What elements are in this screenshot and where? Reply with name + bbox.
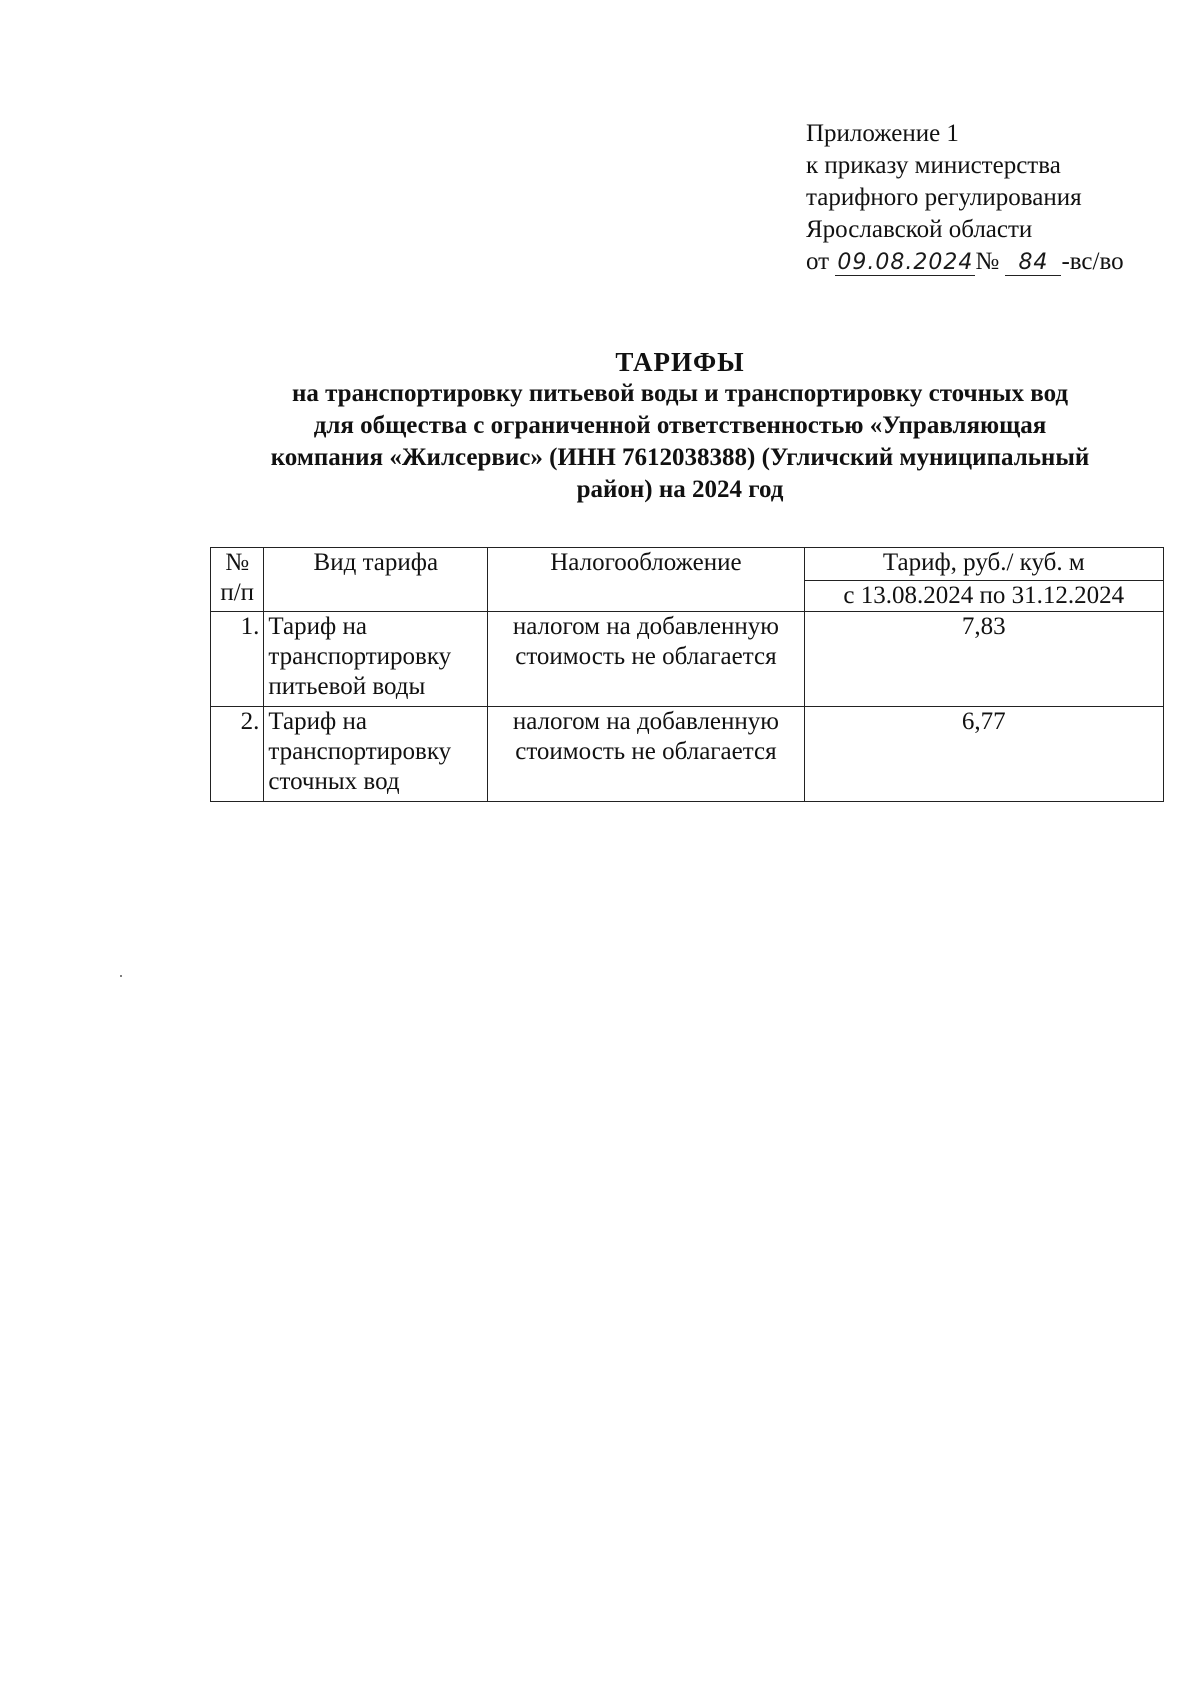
document-title: ТАРИФЫ (615, 347, 745, 377)
table-row (211, 612, 1164, 707)
row-num: 1. (211, 612, 264, 707)
title-line-2: для общества с ограниченной ответственностью «Управляющая (313, 412, 1047, 439)
row-tax (488, 707, 804, 802)
tariff-table (210, 547, 1164, 802)
row-tariff-value: 6,77 (804, 707, 1163, 802)
row-tax-line: налогом на добавленную (512, 708, 779, 735)
handwritten-number: 84 (1005, 251, 1061, 276)
header-kind: Вид тарифа (264, 548, 488, 612)
row-tax-line: налогом на добавленную (512, 613, 779, 640)
row-kind-line: питьевой воды (268, 673, 426, 700)
appendix-ministry: тарифного регулирования (806, 184, 1082, 211)
order-suffix: -вс/во (1061, 248, 1124, 275)
handwritten-date: 09.08.2024 (837, 250, 974, 275)
title-line-1: на транспортировку питьевой воды и транспортировку сточных вод (291, 380, 1069, 407)
row-kind-line: транспортировку (268, 738, 452, 765)
row-kind-line: сточных вод (268, 768, 400, 795)
title-line-4: район) на 2024 год (576, 476, 784, 503)
header-num (211, 548, 264, 612)
row-kind-line: Тариф на (268, 708, 367, 735)
row-kind (264, 707, 488, 802)
row-tariff-value: 7,83 (804, 612, 1163, 707)
scan-speck (120, 975, 122, 977)
row-tax (488, 612, 804, 707)
appendix-title: Приложение 1 (806, 120, 959, 147)
appendix-from-prefix: от (806, 248, 830, 275)
row-kind-line: транспортировку (268, 643, 452, 670)
header-tariff: Тариф, руб./ куб. м (804, 548, 1163, 581)
appendix-block (806, 118, 1146, 278)
header-num-line1: № (225, 549, 250, 576)
header-period: с 13.08.2024 по 31.12.2024 (804, 581, 1163, 612)
header-num-line2: п/п (220, 579, 255, 606)
appendix-order-ref: к приказу министерства (806, 152, 1061, 179)
row-num: 2. (211, 707, 264, 802)
row-tax-line: стоимость не облагается (515, 738, 777, 765)
table-row (211, 707, 1164, 802)
table-header-row (211, 548, 1164, 581)
row-kind-line: Тариф на (268, 613, 367, 640)
title-line-3: компания «Жилсервис» (ИНН 7612038388) (Угличский муниципальный (270, 444, 1090, 471)
appendix-region: Ярославской области (806, 216, 1033, 243)
header-tax: Налогообложение (488, 548, 804, 612)
row-kind (264, 612, 488, 707)
number-sign: № (975, 248, 1000, 275)
appendix-date-number-line (806, 246, 1146, 278)
row-tax-line: стоимость не облагается (515, 643, 777, 670)
document-title-block (200, 346, 1160, 506)
